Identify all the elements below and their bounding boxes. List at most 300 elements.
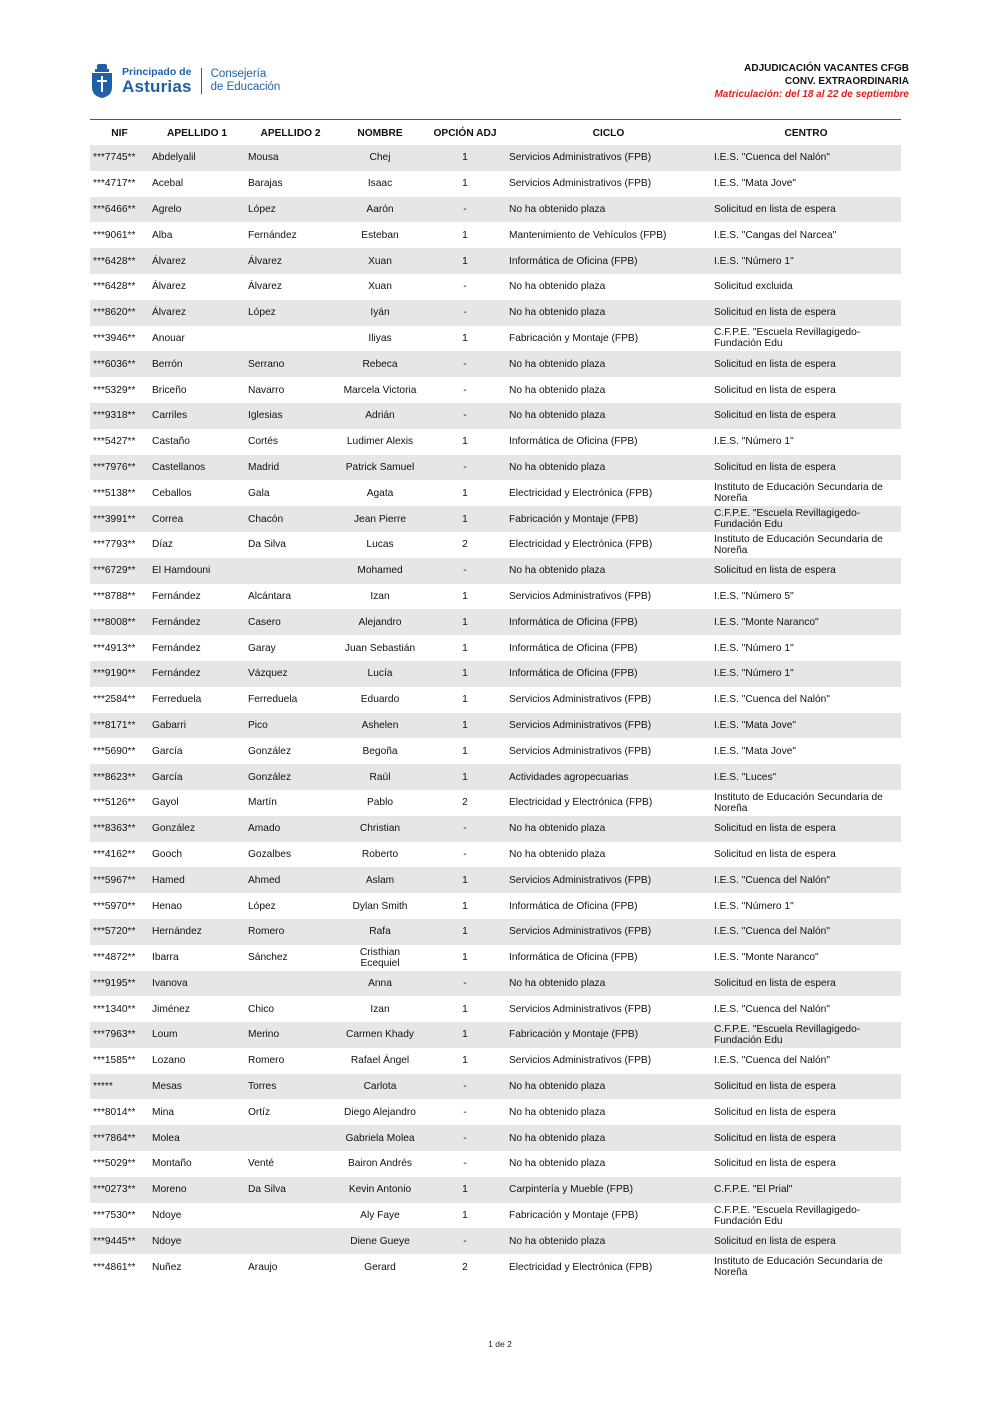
- cell-opcion: 1: [462, 900, 468, 912]
- column-header-nombre: NOMBRE: [357, 127, 403, 139]
- cell-ciclo: Fabricación y Montaje (FPB): [509, 332, 639, 344]
- cell-apellido2: [245, 971, 336, 997]
- cell-ciclo: Informática de Oficina (FPB): [506, 661, 711, 687]
- cell-nombre: Aly Faye: [360, 1210, 400, 1222]
- cell-apellido2: Torres: [245, 1074, 336, 1100]
- cell-apellido2: [245, 558, 336, 584]
- cell-apellido2: Amado: [245, 816, 336, 842]
- cell-nif: ***5329**: [93, 384, 136, 396]
- cell-apellido2: Sánchez: [248, 952, 288, 964]
- cell-opcion: -: [463, 1158, 467, 1170]
- cell-ciclo: Servicios Administrativos (FPB): [506, 919, 711, 945]
- cell-opcion: 2: [462, 797, 468, 809]
- cell-nombre: Kevin Antonio: [336, 1177, 424, 1203]
- cell-opcion: 1: [462, 1055, 468, 1067]
- cell-apellido2: Chacón: [245, 506, 336, 532]
- header-subtitle: CONV. EXTRAORDINARIA: [784, 76, 909, 87]
- cell-apellido2: Merino: [245, 1022, 336, 1048]
- cell-nif: ***7530**: [93, 1210, 136, 1222]
- cell-ciclo: No ha obtenido plaza: [506, 403, 711, 429]
- cell-nombre: Rafael Ángel: [350, 1055, 410, 1067]
- cell-centro: I.E.S. "Monte Naranco": [714, 952, 819, 964]
- cell-ciclo: No ha obtenido plaza: [506, 816, 711, 842]
- table-row: [90, 1048, 901, 1074]
- cell-apellido1: García: [149, 764, 245, 790]
- cell-nombre: Dylan Smith: [352, 900, 408, 912]
- cell-nif: ***6428**: [90, 248, 149, 274]
- logo-divider: [201, 68, 202, 94]
- cell-centro: C.F.P.E. "Escuela Revillagigedo-Fundación Edu: [714, 1204, 861, 1227]
- cell-centro: C.F.P.E. "Escuela Revillagigedo-Fundación Edu: [711, 506, 901, 532]
- table-row: [90, 171, 901, 197]
- cell-ciclo: Electricidad y Electrónica (FPB): [509, 1261, 653, 1273]
- cell-ciclo: No ha obtenido plaza: [506, 558, 711, 584]
- table-row: [90, 1099, 901, 1125]
- table-body: [90, 145, 901, 1280]
- cell-opcion: 1: [424, 764, 506, 790]
- cell-nif: ***7976**: [90, 455, 149, 481]
- cell-apellido1: Berrón: [149, 351, 245, 377]
- cell-centro: Solicitud en lista de espera: [711, 197, 901, 223]
- cell-apellido2: Navarro: [248, 384, 285, 396]
- table-row: [90, 222, 901, 248]
- cell-nif: ***5720**: [90, 919, 149, 945]
- cell-apellido1: García: [152, 745, 183, 757]
- cell-apellido2: López: [245, 300, 336, 326]
- cell-apellido1: Lozano: [152, 1055, 186, 1067]
- cell-apellido2: Ferreduela: [248, 694, 298, 706]
- cell-apellido2: Casero: [245, 609, 336, 635]
- table-row: [90, 377, 901, 403]
- cell-nombre: Agata: [366, 487, 394, 499]
- cell-opcion: 1: [462, 1210, 468, 1222]
- cell-apellido2: Ahmed: [245, 867, 336, 893]
- table-row: [90, 197, 901, 223]
- cell-ciclo: Actividades agropecuarias: [506, 764, 711, 790]
- cell-apellido1: Nuñez: [152, 1261, 182, 1273]
- cell-ciclo: No ha obtenido plaza: [506, 1074, 711, 1100]
- cell-apellido2: Alcántara: [248, 590, 292, 602]
- cell-apellido2: [245, 326, 336, 352]
- cell-ciclo: Servicios Administrativos (FPB): [509, 694, 652, 706]
- cell-centro: Solicitud en lista de espera: [711, 558, 901, 584]
- cell-apellido2: Martín: [248, 797, 277, 809]
- cell-ciclo: No ha obtenido plaza: [506, 1228, 711, 1254]
- cell-centro: I.E.S. "Número 1": [714, 642, 794, 654]
- cell-ciclo: No ha obtenido plaza: [506, 1125, 711, 1151]
- table-row: [90, 867, 901, 893]
- cell-ciclo: Servicios Administrativos (FPB): [506, 145, 711, 171]
- cell-ciclo: Informática de Oficina (FPB): [506, 248, 711, 274]
- cell-nif: ***5427**: [93, 436, 136, 448]
- cell-apellido1: Loum: [149, 1022, 245, 1048]
- table-row: [90, 558, 901, 584]
- logo-principado: Principado de: [122, 66, 192, 79]
- cell-centro: Solicitud en lista de espera: [714, 384, 836, 396]
- cell-opcion: -: [463, 384, 467, 396]
- cell-nombre: Raúl: [336, 764, 424, 790]
- cell-apellido1: Alba: [152, 229, 173, 241]
- cell-nombre: Lucas: [366, 539, 394, 551]
- cell-nombre: Ashelen: [336, 713, 424, 739]
- cell-opcion: 1: [462, 642, 468, 654]
- table-row: [90, 1022, 901, 1048]
- cell-centro: Solicitud en lista de espera: [714, 1158, 836, 1170]
- cell-nombre: Pablo: [366, 797, 394, 809]
- cell-apellido1: Anouar: [152, 332, 185, 344]
- header-enrollment-dates: Matriculación: del 18 al 22 de septiembre: [714, 89, 909, 100]
- cell-nombre: Roberto: [361, 848, 399, 860]
- cell-centro: I.E.S. "Número 1": [714, 900, 794, 912]
- cell-ciclo: Informática de Oficina (FPB): [509, 952, 638, 964]
- cell-nombre: Begoña: [362, 745, 398, 757]
- table-row: [90, 1177, 901, 1203]
- cell-nif: ***7963**: [90, 1022, 149, 1048]
- cell-nif: ***5138**: [93, 487, 136, 499]
- cell-nombre: Diene Gueye: [336, 1228, 424, 1254]
- cell-centro: Solicitud en lista de espera: [711, 1228, 901, 1254]
- cell-nif: ***4872**: [93, 952, 136, 964]
- cell-opcion: 1: [424, 145, 506, 171]
- cell-centro: I.E.S. "Cuenca del Nalón": [711, 919, 901, 945]
- cell-nif: ***1340**: [93, 1003, 136, 1015]
- table-row: [90, 1254, 901, 1280]
- cell-nombre: Esteban: [361, 229, 399, 241]
- cell-apellido2: López: [248, 900, 276, 912]
- cell-ciclo: Servicios Administrativos (FPB): [506, 713, 711, 739]
- table-row: [90, 635, 901, 661]
- column-header-centro: CENTRO: [784, 127, 828, 139]
- cell-centro: I.E.S. "Mata Jove": [711, 713, 901, 739]
- cell-apellido1: González: [149, 816, 245, 842]
- table-row: [90, 661, 901, 687]
- cell-apellido2: Madrid: [245, 455, 336, 481]
- cell-ciclo: Servicios Administrativos (FPB): [509, 178, 652, 190]
- cell-nif: ***4861**: [93, 1261, 136, 1273]
- cell-apellido2: Cortés: [248, 436, 279, 448]
- cell-centro: Instituto de Educación Secundaria de Noreña: [714, 1256, 883, 1279]
- cell-apellido1: Fernández: [152, 642, 201, 654]
- cell-nif: ***9318**: [90, 403, 149, 429]
- cell-opcion: -: [424, 1125, 506, 1151]
- logo-educacion: de Educación: [210, 81, 281, 93]
- cell-centro: I.E.S. "Cangas del Narcea": [714, 229, 837, 241]
- cell-nif: ***8014**: [93, 1106, 136, 1118]
- table-row: [90, 1125, 901, 1151]
- cell-opcion: 1: [462, 952, 468, 964]
- cell-nombre: Mohamed: [336, 558, 424, 584]
- cell-apellido1: Correa: [149, 506, 245, 532]
- cell-apellido1: Gayol: [152, 797, 179, 809]
- cell-apellido1: Hernández: [149, 919, 245, 945]
- cell-apellido2: Chico: [248, 1003, 275, 1015]
- cell-nombre: Christian: [336, 816, 424, 842]
- cell-nombre: Xuan: [368, 281, 392, 293]
- table-row: [90, 1203, 901, 1229]
- cell-nif: ***6428**: [93, 281, 136, 293]
- cell-apellido1: Henao: [152, 900, 183, 912]
- cell-apellido1: Fernández: [149, 661, 245, 687]
- cell-opcion: 1: [462, 229, 468, 241]
- cell-apellido2: Fernández: [248, 229, 297, 241]
- cell-apellido1: Abdelyalil: [149, 145, 245, 171]
- table-row: [90, 971, 901, 997]
- cell-nif: ***0273**: [90, 1177, 149, 1203]
- cell-opcion: 1: [424, 1177, 506, 1203]
- cell-nif: ***4162**: [93, 848, 136, 860]
- cell-centro: Solicitud excluida: [714, 281, 793, 293]
- cell-nombre: Bairon Andrés: [348, 1158, 412, 1170]
- table-row: [90, 945, 901, 971]
- cell-nombre: Rebeca: [336, 351, 424, 377]
- cell-nif: ***7864**: [90, 1125, 149, 1151]
- cell-apellido2: Garay: [248, 642, 276, 654]
- cell-apellido2: [245, 1228, 336, 1254]
- cell-apellido1: Montaño: [152, 1158, 192, 1170]
- cell-apellido1: Álvarez: [152, 281, 186, 293]
- cell-opcion: 1: [462, 436, 468, 448]
- table-row: [90, 1228, 901, 1254]
- table-row: [90, 429, 901, 455]
- header-rule: [90, 119, 901, 120]
- cell-nombre: Gerard: [364, 1261, 396, 1273]
- table-row: [90, 1074, 901, 1100]
- cell-opcion: -: [424, 403, 506, 429]
- cell-ciclo: Informática de Oficina (FPB): [509, 900, 638, 912]
- cell-nif: ***5970**: [93, 900, 136, 912]
- table-row: [90, 300, 901, 326]
- cell-nombre: Izan: [370, 590, 390, 602]
- cell-centro: I.E.S. "Mata Jove": [714, 178, 796, 190]
- cell-apellido2: Álvarez: [248, 281, 282, 293]
- cell-nombre: Diego Alejandro: [344, 1106, 416, 1118]
- cell-ciclo: No ha obtenido plaza: [506, 455, 711, 481]
- cell-ciclo: Carpintería y Mueble (FPB): [506, 1177, 711, 1203]
- cell-nombre: Aarón: [336, 197, 424, 223]
- cell-apellido1: Álvarez: [149, 300, 245, 326]
- cell-apellido1: Carriles: [149, 403, 245, 429]
- cell-ciclo: No ha obtenido plaza: [506, 971, 711, 997]
- cell-ciclo: No ha obtenido plaza: [506, 197, 711, 223]
- table-row: [90, 893, 901, 919]
- cell-ciclo: Electricidad y Electrónica (FPB): [509, 797, 653, 809]
- cell-nif: *****: [90, 1074, 149, 1100]
- table-row: [90, 326, 901, 352]
- cell-opcion: 1: [462, 332, 468, 344]
- table-row: [90, 816, 901, 842]
- cell-apellido2: Da Silva: [245, 1177, 336, 1203]
- table-row: [90, 480, 901, 506]
- table-row: [90, 1151, 901, 1177]
- table-row: [90, 919, 901, 945]
- cell-opcion: 1: [424, 1022, 506, 1048]
- cell-nif: ***9195**: [90, 971, 149, 997]
- cell-apellido1: El Hamdouni: [149, 558, 245, 584]
- cell-centro: Instituto de Educación Secundaria de Noreña: [714, 791, 883, 814]
- cell-apellido1: Ferreduela: [152, 694, 202, 706]
- cell-apellido1: Gooch: [152, 848, 183, 860]
- cell-opcion: 1: [424, 609, 506, 635]
- cell-nif: ***5690**: [93, 745, 136, 757]
- cell-centro: Solicitud en lista de espera: [711, 351, 901, 377]
- cell-nif: ***4913**: [93, 642, 136, 654]
- cell-apellido1: Agrelo: [149, 197, 245, 223]
- cell-centro: I.E.S. "Cuenca del Nalón": [714, 1003, 830, 1015]
- cell-opcion: -: [424, 455, 506, 481]
- cell-nif: ***5967**: [90, 867, 149, 893]
- cell-apellido1: Díaz: [152, 539, 173, 551]
- cell-nif: ***6466**: [90, 197, 149, 223]
- cell-opcion: 1: [462, 178, 468, 190]
- cell-nombre: Chej: [336, 145, 424, 171]
- table-row: [90, 687, 901, 713]
- cell-apellido2: Vázquez: [245, 661, 336, 687]
- cell-nombre: Carlota: [336, 1074, 424, 1100]
- cell-opcion: -: [424, 971, 506, 997]
- cell-nif: ***7793**: [93, 539, 136, 551]
- cell-apellido2: Romero: [245, 919, 336, 945]
- cell-nif: ***1585**: [93, 1055, 136, 1067]
- cell-ciclo: Informática de Oficina (FPB): [506, 609, 711, 635]
- cell-opcion: -: [424, 351, 506, 377]
- cell-apellido2: López: [245, 197, 336, 223]
- cell-nif: ***7745**: [90, 145, 149, 171]
- cell-nif: ***9445**: [90, 1228, 149, 1254]
- cell-ciclo: Informática de Oficina (FPB): [509, 642, 638, 654]
- cell-ciclo: Servicios Administrativos (FPB): [506, 867, 711, 893]
- cell-apellido2: [245, 1203, 336, 1229]
- cell-centro: Solicitud en lista de espera: [711, 403, 901, 429]
- cell-apellido1: Moreno: [149, 1177, 245, 1203]
- cell-nif: ***8788**: [93, 590, 136, 602]
- cell-opcion: 2: [462, 539, 468, 551]
- cell-apellido1: Álvarez: [149, 248, 245, 274]
- cell-opcion: 1: [424, 867, 506, 893]
- cell-opcion: -: [424, 816, 506, 842]
- cell-opcion: 1: [462, 1003, 468, 1015]
- cell-nombre: Rafa: [336, 919, 424, 945]
- cell-opcion: -: [424, 197, 506, 223]
- cell-ciclo: No ha obtenido plaza: [509, 1158, 606, 1170]
- table-row: [90, 506, 901, 532]
- table-row: [90, 609, 901, 635]
- cell-apellido1: Mina: [152, 1106, 175, 1118]
- table-row: [90, 403, 901, 429]
- cell-apellido2: Araujo: [248, 1261, 278, 1273]
- cell-centro: I.E.S. "Número 1": [711, 248, 901, 274]
- cell-centro: Solicitud en lista de espera: [711, 1074, 901, 1100]
- cell-apellido2: Barajas: [248, 178, 283, 190]
- cell-opcion: 1: [424, 661, 506, 687]
- cell-nombre: Alejandro: [336, 609, 424, 635]
- table-row: [90, 790, 901, 816]
- cell-apellido1: Ibarra: [152, 952, 179, 964]
- document-header: [714, 62, 909, 101]
- cell-nif: ***8008**: [90, 609, 149, 635]
- cell-apellido2: Venté: [248, 1158, 275, 1170]
- cell-nombre: Xuan: [336, 248, 424, 274]
- table-row: [90, 764, 901, 790]
- cell-opcion: 1: [424, 248, 506, 274]
- cell-opcion: 1: [462, 745, 468, 757]
- cell-opcion: -: [424, 1074, 506, 1100]
- cell-nif: ***6036**: [90, 351, 149, 377]
- cell-centro: C.F.P.E. "El Prial": [711, 1177, 901, 1203]
- table-row: [90, 996, 901, 1022]
- cell-centro: Solicitud en lista de espera: [711, 1125, 901, 1151]
- table-header-row: [90, 121, 901, 145]
- cell-ciclo: Servicios Administrativos (FPB): [509, 745, 652, 757]
- cell-ciclo: Electricidad y Electrónica (FPB): [509, 539, 653, 551]
- cell-apellido1: Ceballos: [152, 487, 192, 499]
- cell-nif: ***3946**: [93, 332, 136, 344]
- adjudication-table: [90, 121, 901, 1280]
- cell-apellido1: Ivanova: [149, 971, 245, 997]
- cell-opcion: 1: [424, 919, 506, 945]
- cell-centro: Solicitud en lista de espera: [711, 455, 901, 481]
- asturias-crest-icon: [90, 63, 114, 99]
- cell-nombre: Ludimer Alexis: [346, 436, 414, 448]
- cell-nombre: Isaac: [367, 178, 393, 190]
- cell-ciclo: No ha obtenido plaza: [506, 351, 711, 377]
- asturias-logo: [90, 62, 280, 100]
- cell-centro: I.E.S. "Cuenca del Nalón": [714, 694, 830, 706]
- cell-centro: Instituto de Educación Secundaria de Noreña: [714, 482, 883, 505]
- cell-apellido2: Iglesias: [245, 403, 336, 429]
- cell-nombre: Carmen Khady: [336, 1022, 424, 1048]
- cell-apellido1: Jiménez: [152, 1003, 190, 1015]
- cell-apellido2: Serrano: [245, 351, 336, 377]
- cell-centro: Solicitud en lista de espera: [711, 816, 901, 842]
- cell-apellido2: Pico: [245, 713, 336, 739]
- column-header-apellido2: APELLIDO 2: [260, 127, 321, 139]
- cell-centro: Instituto de Educación Secundaria de Noreña: [714, 533, 883, 556]
- cell-apellido2: Gozalbes: [248, 848, 292, 860]
- cell-centro: C.F.P.E. "Escuela Revillagigedo-Fundación Edu: [714, 327, 861, 350]
- cell-ciclo: Informática de Oficina (FPB): [509, 436, 638, 448]
- cell-nombre: Cristhian Ecequiel: [359, 946, 401, 969]
- cell-centro: Solicitud en lista de espera: [711, 971, 901, 997]
- cell-centro: I.E.S. "Mata Jove": [714, 745, 796, 757]
- cell-ciclo: Fabricación y Montaje (FPB): [506, 1022, 711, 1048]
- table-row: [90, 842, 901, 868]
- column-header-ciclo: CICLO: [592, 127, 625, 139]
- cell-nif: ***3991**: [90, 506, 149, 532]
- cell-apellido1: Acebal: [152, 178, 184, 190]
- table-row: [90, 455, 901, 481]
- cell-nif: ***9061**: [93, 229, 136, 241]
- cell-ciclo: Electricidad y Electrónica (FPB): [509, 487, 653, 499]
- cell-ciclo: No ha obtenido plaza: [509, 1106, 606, 1118]
- cell-ciclo: No ha obtenido plaza: [509, 281, 606, 293]
- cell-nombre: Patrick Samuel: [336, 455, 424, 481]
- cell-ciclo: No ha obtenido plaza: [506, 300, 711, 326]
- cell-apellido2: González: [248, 745, 292, 757]
- logo-asturias: Asturias: [122, 76, 192, 96]
- cell-nombre: Juan Sebastián: [344, 642, 416, 654]
- cell-centro: Solicitud en lista de espera: [711, 300, 901, 326]
- cell-centro: I.E.S. "Número 1": [711, 661, 901, 687]
- cell-ciclo: Servicios Administrativos (FPB): [509, 590, 652, 602]
- cell-ciclo: Servicios Administrativos (FPB): [509, 1055, 652, 1067]
- cell-centro: I.E.S. "Luces": [711, 764, 901, 790]
- cell-ciclo: Mantenimiento de Vehículos (FPB): [509, 229, 667, 241]
- cell-apellido2: [245, 1125, 336, 1151]
- cell-nombre: Adrián: [336, 403, 424, 429]
- column-header-opcion: OPCIÓN ADJ: [433, 127, 497, 139]
- cell-nombre: Eduardo: [360, 694, 400, 706]
- cell-centro: I.E.S. "Número 5": [714, 590, 794, 602]
